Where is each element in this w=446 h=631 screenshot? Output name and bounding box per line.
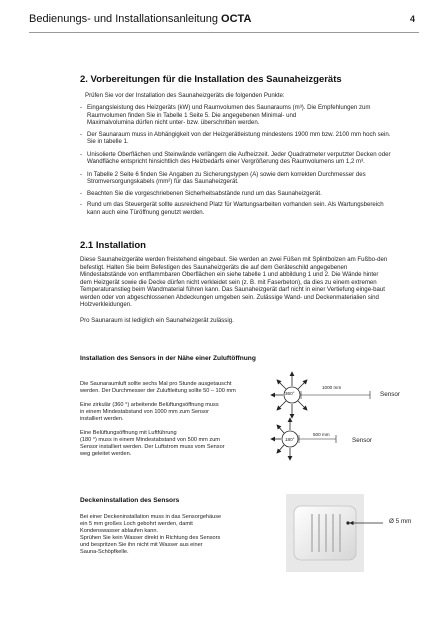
bullet-line: Maximalvolumina dürfen nicht unter- bzw. überschritten werden. xyxy=(87,119,260,126)
bullet-item xyxy=(80,190,425,198)
bullet-line: In Tabelle 2 Seite 6 finden Sie Angaben zu Sicherungstypen (A) sowie dem korrekten Durchmesser des xyxy=(87,170,366,178)
paragraph-line: Mindestabstände von entflammbaren Oberflächen ein siehe tabelle 1 und abbildung 1 und 2. Die Wände hinter xyxy=(80,271,379,278)
paragraph-line: dem Heizgerät sowie die Decke dürfen nicht verkleidet sein (z. B. mit Faserbeton), da dies zu einem extremen xyxy=(80,278,377,286)
header-divider xyxy=(29,32,419,33)
text-line: Sensor installiert werden. Der Luftstrom muss vom Sensor xyxy=(80,444,225,450)
directed-vent-text xyxy=(80,430,290,458)
airflow-arrow xyxy=(277,380,286,389)
vent-360-angle: 360° xyxy=(285,391,295,396)
text-line: in einem Mindestabstand von 1000 mm zum Sensor xyxy=(80,409,210,415)
bullet-line: Beachten Sie die vorgeschriebenen Sicherheitsabstände rund um das Saunaheizgerät. xyxy=(87,189,322,197)
hole-diameter-label: Ø 5 mm xyxy=(389,518,412,525)
text-line: und bespritzen Sie ihn nicht mit Wasser aus einer xyxy=(80,542,203,548)
airflow-arrow xyxy=(298,401,307,410)
bullet-dash: - xyxy=(80,201,83,208)
sensor-label: Sensor xyxy=(352,437,372,444)
section-2-intro: Prüfen Sie vor der Installation des Saunaheizgeräts die folgenden Punkte: xyxy=(85,92,285,99)
text-line: Sauna-Schöpfkelle. xyxy=(80,549,129,555)
vent-180-angle: 180° xyxy=(285,437,295,442)
vent-360-diagram xyxy=(270,368,430,428)
sensor-housing-image xyxy=(286,494,366,574)
sensor-label: Sensor xyxy=(380,391,400,398)
vent-360-distance: 1000 mm xyxy=(322,385,342,390)
air-exchange-text xyxy=(80,381,290,395)
page-number: 4 xyxy=(410,14,416,24)
paragraph-line: Holzverkleidungen. xyxy=(80,301,132,308)
sensor-ceiling-heading: Deckeninstallation des Sensors xyxy=(80,497,180,504)
section-2-1-heading: 2.1 Installation xyxy=(80,240,146,251)
bullet-item xyxy=(80,201,425,216)
airflow-arrow xyxy=(277,425,284,433)
product-name: OCTA xyxy=(221,13,252,25)
document-title xyxy=(29,13,251,25)
text-line: Bei einer Deckeninstallation muss in das Sensorgehäuse xyxy=(80,514,222,520)
sensor-housing xyxy=(294,506,356,560)
bullet-line: Sie in tabelle 1. xyxy=(87,138,129,145)
installation-paragraph xyxy=(80,256,430,309)
vent-180-diagram xyxy=(276,422,436,472)
bullet-dash: - xyxy=(80,189,83,197)
text-line: (180 °) muss in einem Mindestabstand von 500 mm zum xyxy=(80,437,220,443)
section-2-heading: 2. Vorbereitungen für die Installation des Saunaheizgeräts xyxy=(80,74,342,85)
bullet-line: Rund um das Steuergerät sollte ausreichend Platz für Wartungsarbeiten vorhanden sein. Als Wartungsbereich xyxy=(87,201,384,208)
text-line: Die Saunaraumluft sollte sechs Mal pro Stunde ausgetauscht xyxy=(80,381,232,387)
text-line: Kondenswasser ablaufen kann. xyxy=(80,528,159,534)
paragraph-line: Diese Saunaheizgeräte werden freistehend eingebaut. Sie werden an zwei Füßen mit Splintbolzen am Fußbo-den xyxy=(80,256,388,263)
paragraph-line: werden oder von abgeschlossenen Abdeckungen umgeben sein. Zulässige Wand- und Deckenmaterialien sind xyxy=(80,293,379,301)
bullet-dash: - xyxy=(80,104,83,111)
airflow-arrow xyxy=(277,401,286,410)
drain-hole xyxy=(346,521,349,524)
bullet-line: Unisolierte Oberflächen und Steinwände verlängern die Aufheizzeit. Jeder Quadratmeter verputzter Decken oder xyxy=(87,150,391,158)
paragraph-line: Temperaturanstieg beim Wandmaterial führen kann. Das Saunaheizgerät darf nicht in einer Vertiefung einge-baut xyxy=(80,286,385,293)
bullet-item xyxy=(80,131,425,146)
text-line: installiert werden. xyxy=(80,416,124,422)
document-title-prefix: Bedienungs- und Installationsanleitung xyxy=(29,13,218,25)
bullet-item xyxy=(80,151,425,166)
section-2-bullet-list xyxy=(80,104,425,216)
airflow-arrow xyxy=(298,380,307,389)
text-line: Sprühen Sie kein Wasser direkt in Richtung des Sensors xyxy=(80,535,221,541)
bullet-dash: - xyxy=(80,130,83,138)
bullet-line: kann auch eine Türöffnung genutzt werden. xyxy=(87,208,205,216)
text-line: werden. Der Durchmesser der Zuluftleitung sollte 50 – 100 mm xyxy=(80,388,236,394)
circular-vent-text xyxy=(80,402,290,423)
one-heater-note: Pro Saunaraum ist lediglich ein Saunaheizgerät zulässig. xyxy=(80,317,234,324)
bullet-line: Wandfläche entspricht hinsichtlich des Heizbedarfs einer Vergrößerung des Raumvolumens um 1,2 m³. xyxy=(87,158,365,165)
paragraph-line: befestigt. Halten Sie beim Befestigen des Saunaheizgeräts die auf dem Geräteschild angegebenen xyxy=(80,263,348,271)
bullet-line: Der Saunaraum muss in Abhängigkeit von der Heizgerätleistung mindestens 1900 mm bzw. 2100 mm hoch sein. xyxy=(87,130,391,138)
bullet-line: Eingangsleistung des Heizgeräts (kW) und Raumvolumen des Saunaraums (m³). Die Empfehlungen zum xyxy=(87,104,371,111)
text-line: weg geleitet werden. xyxy=(80,451,132,457)
sensor-near-heading: Installation des Sensors in der Nähe einer Zuluftöffnung xyxy=(80,355,256,362)
bullet-line: Stromversorgungskabels (mm²) für das Saunaheizgerät. xyxy=(87,178,239,185)
text-line: Eine Belüftungsöffnung mit Luftführung xyxy=(80,430,177,436)
ceiling-install-text xyxy=(80,514,280,556)
bullet-dash: - xyxy=(80,150,83,158)
bullet-line: Raumvolumen finden Sie in Tabelle 1 Seite 5. Die angegebenen Minimal- und xyxy=(87,111,297,119)
text-line: ein 5 mm großes Loch gebohrt werden, damit xyxy=(80,521,193,527)
bullet-item xyxy=(80,171,425,186)
text-line: Eine zirkulär (360 °) arbeitende Belüftungsöffnung muss xyxy=(80,402,219,408)
bullet-item xyxy=(80,104,425,127)
bullet-dash: - xyxy=(80,170,83,178)
vent-180-distance: 500 mm xyxy=(313,432,330,437)
airflow-arrow xyxy=(277,445,284,453)
